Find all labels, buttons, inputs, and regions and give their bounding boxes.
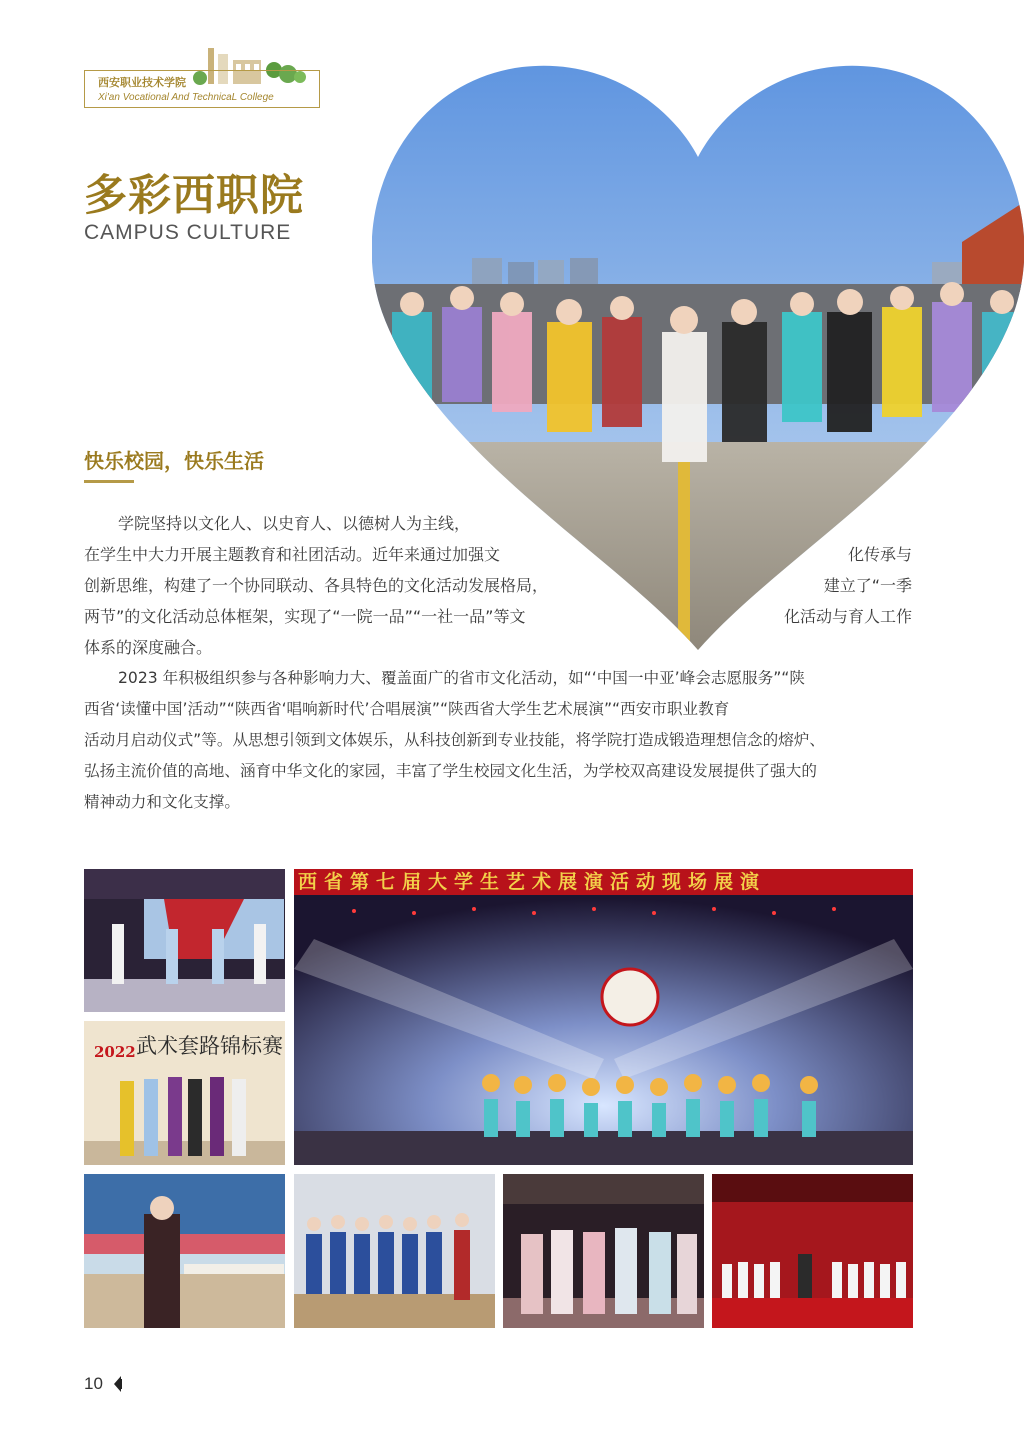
page-number: 10 xyxy=(84,1374,103,1393)
competition-banner-text: 武术套路锦标赛 xyxy=(136,1034,283,1058)
paragraph-line: 学院坚持以文化人、以史育人、以德树人为主线， xyxy=(118,514,471,533)
paragraph-line: 两节”的文化活动总体框架，实现了“一院一品”“一社一品”等文 xyxy=(84,607,526,626)
paragraph-line: 弘扬主流价值的高地、涵育中华文化的家园，丰富了学生校园文化生活，为学校双高建设发展提供了强大的 xyxy=(84,762,817,780)
paragraph-line: 西省‘读懂中国’活动”“陕西省‘唱响新时代’合唱展演”“陕西省大学生艺术展演”“西安市职业教育 xyxy=(84,700,730,718)
page-subtitle: CAMPUS CULTURE xyxy=(84,221,292,244)
stage-banner-text: 西省第七届大学生艺术展演活动现场展演 xyxy=(298,871,767,893)
photo-art-performance-stage xyxy=(294,869,913,1165)
paragraph-line: 化活动与育人工作 xyxy=(783,607,912,626)
logo-name-en: Xi'an Vocational And TechnicaL College xyxy=(98,92,274,103)
paragraph-line: 在学生中大力开展主题教育和社团活动。近年来通过加强文 xyxy=(84,545,501,564)
paragraph-line: 活动月启动仪式”等。从思想引领到文体娱乐，从科技创新到专业技能，将学院打造成锻造理想信念的熔炉、 xyxy=(84,731,825,749)
paragraph-line: 精神动力和文化支撑。 xyxy=(84,793,240,811)
college-logo xyxy=(84,44,320,108)
paragraph-line: 建立了“一季 xyxy=(823,576,912,595)
paragraph-line: 化传承与 xyxy=(847,545,912,564)
paragraph-line: 体系的深度融合。 xyxy=(84,638,213,657)
page-arrow-icon xyxy=(112,1376,122,1392)
photo-stage-hosts xyxy=(84,869,285,1012)
section-heading: 快乐校园，快乐生活 xyxy=(84,449,264,473)
logo-name-cn: 西安职业技术学院 xyxy=(98,76,186,89)
page-title: 多彩西职院 xyxy=(84,171,304,221)
section-underline xyxy=(84,480,134,483)
paragraph-line: 创新思维，构建了一个协同联动、各具特色的文化活动发展格局， xyxy=(84,576,549,595)
photo-hanfu-show xyxy=(503,1174,704,1328)
competition-banner-year: 2022 xyxy=(94,1043,136,1061)
photo-red-choir-performance xyxy=(712,1174,913,1328)
photo-martial-arts-competition xyxy=(84,1021,285,1165)
paragraph-line: 2023 年积极组织参与各种影响力大、覆盖面广的省市文化活动，如“‘中国一中亚’峰会志愿服务”“陕 xyxy=(118,669,805,687)
photo-host-at-reception xyxy=(84,1174,285,1328)
photo-basketball-team xyxy=(294,1174,495,1328)
